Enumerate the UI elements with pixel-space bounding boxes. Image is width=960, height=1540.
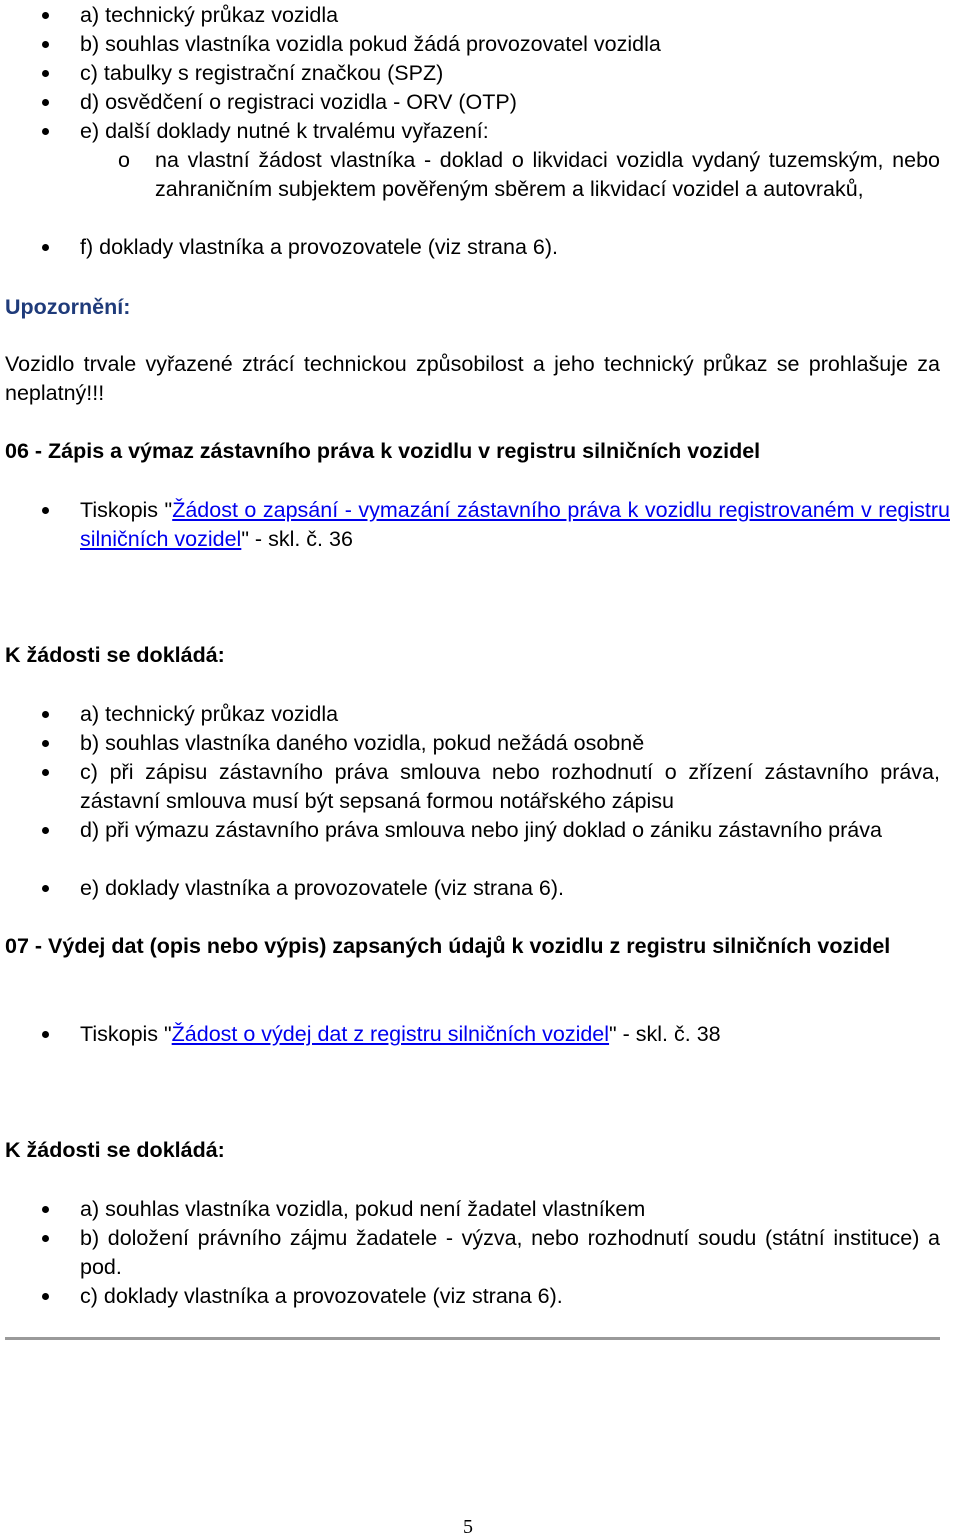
section-07-heading: 07 - Výdej dat (opis nebo výpis) zapsaných údajů k vozidlu z registru silničních vozidel (5, 934, 891, 958)
page-number: 5 (463, 1516, 473, 1538)
bullet (42, 740, 49, 747)
bullet (42, 885, 49, 892)
list-item: e) doklady vlastníka a provozovatele (viz strana 6). (80, 876, 564, 900)
list-item: d) osvědčení o registraci vozidla - ORV (OTP) (80, 90, 517, 114)
list-item: b) souhlas vlastníka vozidla pokud žádá provozovatel vozidla (80, 32, 661, 56)
bullet (42, 70, 49, 77)
sub-list-item: na vlastní žádost vlastníka - doklad o likvidaci vozidla vydaný tuzemským, nebo zahraničním subjektem pověřeným sběrem a likvidací vozidel a autovraků, (155, 148, 940, 201)
footer-divider (5, 1337, 940, 1340)
documents-heading: K žádosti se dokládá: (5, 643, 225, 667)
bullet (42, 1206, 49, 1213)
form-36-link[interactable]: Žádost o zapsání - vymazání zástavního práva k vozidlu registrovaném v registru silničních vozidel (80, 498, 950, 551)
form-prefix: Tiskopis " (80, 1022, 172, 1046)
bullet (42, 99, 49, 106)
form-suffix: " - skl. č. 36 (241, 527, 353, 551)
list-item: b) doložení právního zájmu žadatele - výzva, nebo rozhodnutí soudu (státní instituce) a pod. (80, 1226, 940, 1279)
list-item: c) doklady vlastníka a provozovatele (viz strana 6). (80, 1284, 563, 1308)
warning-heading: Upozornění: (5, 295, 131, 319)
list-item: e) další doklady nutné k trvalému vyřazení: (80, 119, 489, 143)
form-prefix: Tiskopis " (80, 498, 173, 522)
documents-heading: K žádosti se dokládá: (5, 1138, 225, 1162)
list-item: c) tabulky s registrační značkou (SPZ) (80, 61, 444, 85)
list-item: c) při zápisu zástavního práva smlouva nebo rozhodnutí o zřízení zástavního práva, zástavní smlouva musí být sepsaná formou notářského zápisu (80, 760, 940, 813)
section-06-heading: 06 - Zápis a výmaz zástavního práva k vozidlu v registru silničních vozidel (5, 439, 761, 463)
bullet (42, 128, 49, 135)
list-item: a) technický průkaz vozidla (80, 702, 339, 726)
bullet (42, 244, 49, 251)
bullet (42, 769, 49, 776)
warning-text: Vozidlo trvale vyřazené ztrácí technickou způsobilost a jeho technický průkaz se prohlašuje za neplatný!!! (5, 352, 940, 405)
bullet (42, 827, 49, 834)
sub-bullet-marker: o (118, 148, 130, 172)
list-item: a) souhlas vlastníka vozidla, pokud není žadatel vlastníkem (80, 1197, 646, 1221)
bullet (42, 507, 49, 514)
list-item: d) při výmazu zástavního práva smlouva nebo jiný doklad o zániku zástavního práva (80, 818, 882, 842)
bullet (42, 41, 49, 48)
bullet (42, 1235, 49, 1242)
form-reference-item (80, 496, 950, 554)
form-38-link[interactable]: Žádost o výdej dat z registru silničních vozidel (171, 1022, 610, 1046)
bullet (42, 1293, 49, 1300)
list-item: a) technický průkaz vozidla (80, 3, 339, 27)
form-reference-item (80, 1020, 940, 1049)
bullet (42, 12, 49, 19)
bullet (42, 1031, 49, 1038)
list-item: b) souhlas vlastníka daného vozidla, pokud nežádá osobně (80, 731, 645, 755)
form-suffix: " - skl. č. 38 (609, 1022, 721, 1046)
list-item: f) doklady vlastníka a provozovatele (viz strana 6). (80, 235, 558, 259)
bullet (42, 711, 49, 718)
